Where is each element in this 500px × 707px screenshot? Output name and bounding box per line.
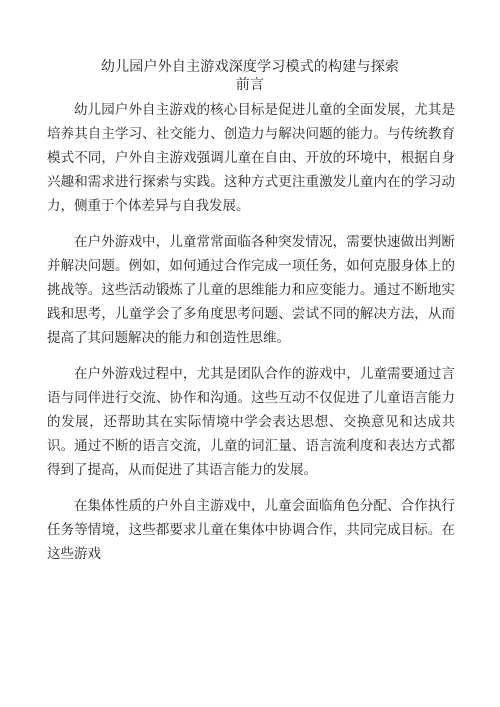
section-heading: 前言 xyxy=(235,77,265,93)
paragraph: 在户外游戏过程中，尤其是团队合作的游戏中，儿童需要通过言语与同伴进行交流、协作和沟通。这些互动不仅促进了儿童语言能力的发展，还帮助其在实际情境中学会表达思想、交换意见和达成共识。通过不断的语言交流，儿童的词汇量、语言流利度和表达方式都得到了提高，从而促进了其语言能力的发展。 xyxy=(47,366,455,478)
document-title: 幼儿园户外自主游戏深度学习模式的构建与探索 xyxy=(100,59,400,75)
paragraph: 在集体性质的户外自主游戏中，儿童会面临角色分配、合作执行任务等情境，这些都要求儿童在集体中协调合作，共同完成目标。在这些游戏 xyxy=(47,498,455,562)
paragraph: 在户外游戏中，儿童常常面临各种突发情况，需要快速做出判断并解决问题。例如，如何通过合作完成一项任务，如何克服身体上的挑战等。这些活动锻炼了儿童的思维能力和应变能力。通过不断地实践和思考，儿童学会了多角度思考问题、尝试不同的解决方法，从而提高了其问题解决的能力和创造性思维。 xyxy=(47,234,455,346)
paragraph: 幼儿园户外自主游戏的核心目标是促进儿童的全面发展，尤其是培养其自主学习、社交能力、创造力与解决问题的能力。与传统教育模式不同，户外自主游戏强调儿童在自由、开放的环境中，根据自身兴趣和需求进行探索与实践。这种方式更注重激发儿童内在的学习动力，侧重于个体差异与自我发展。 xyxy=(47,102,455,214)
document-body xyxy=(47,98,455,578)
